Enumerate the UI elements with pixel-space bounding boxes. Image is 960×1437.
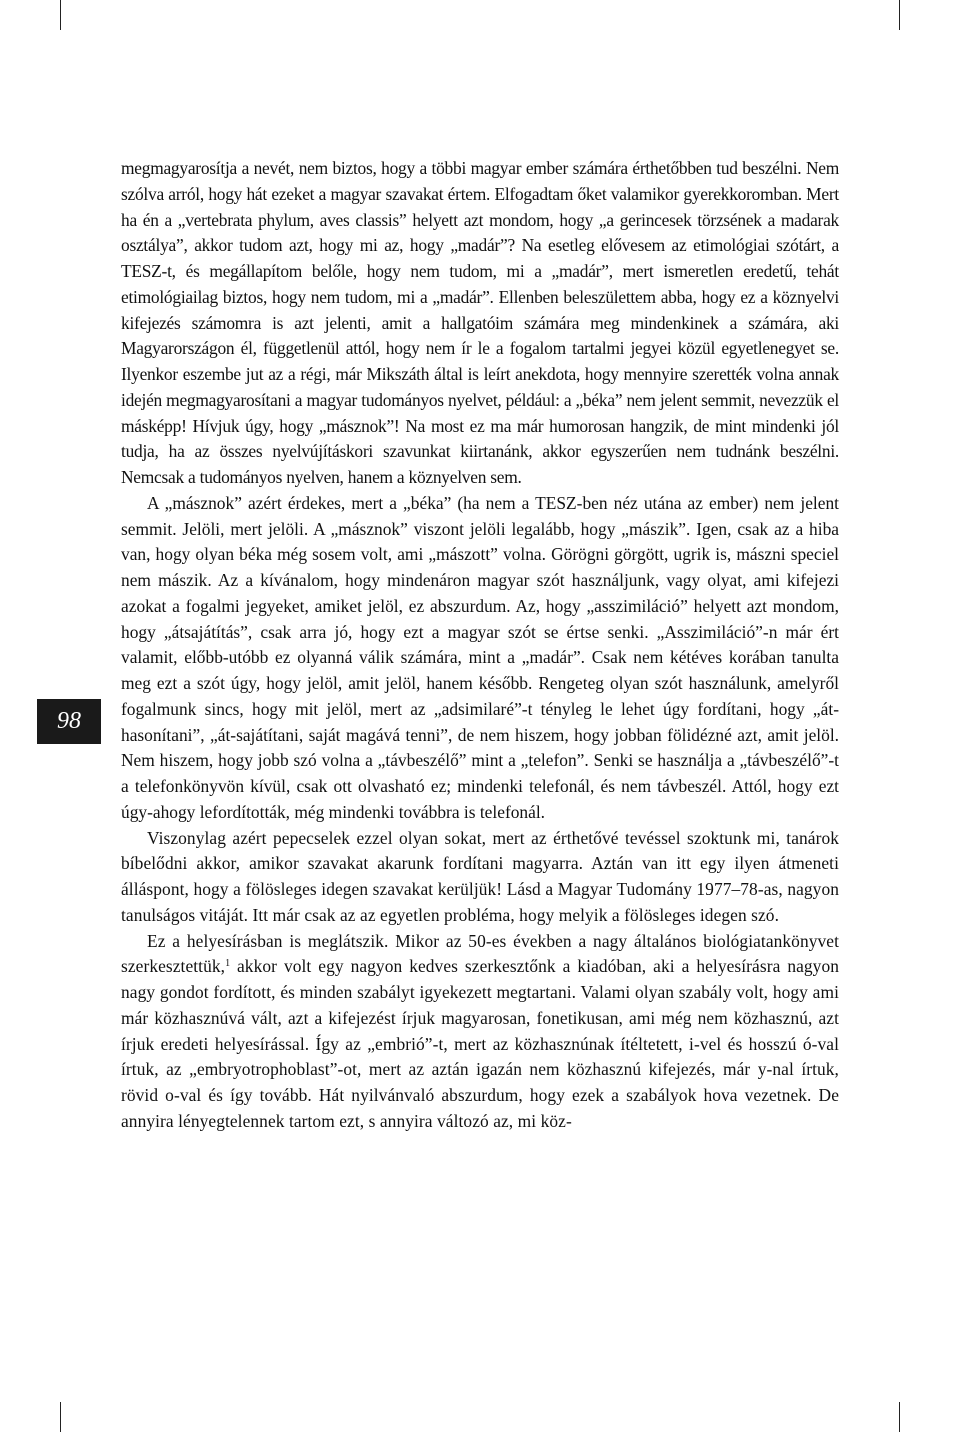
crop-mark-top-right	[899, 0, 900, 30]
body-text	[121, 156, 839, 1135]
crop-mark-bottom-right	[899, 1402, 900, 1432]
crop-mark-top-left	[60, 0, 61, 30]
paragraph-3-text: Viszonylag azért pepecselek ezzel olyan sokat, mert az érthetővé tevéssel szoktunk mi, tanárok bíbelődni akkor, amikor szavakat akarunk fordítani magyarra. Aztán van itt egy ilyen átmeneti álláspont, hogy a fölösleges idegen szavakat kerüljük! Lásd a Magyar Tudomány 1977–78-as, nagyon tanulságos vitáját. Itt már csak az az egyetlen probléma, hogy melyik a fölösleges idegen szó.	[121, 827, 839, 925]
page-number	[37, 699, 101, 744]
footnote-reference: 1	[225, 958, 231, 970]
crop-mark-bottom-left	[60, 1402, 61, 1432]
paragraph-2-text: A „másznok” azért érdekes, mert a „béka” (ha nem a TESZ-ben néz utána az ember) nem jelent semmit. Jelöli, mert jelöli. A „másznok” viszont jelöli legalább, hogy „mászik”. Igen, csak az a hiba van, hogy olyan béka még sosem volt, ami „mászott” volna. Görögni görgött, ugrik is, mászni speciel nem mászik. Az a kívánalom, hogy mindenáron magyar szót használjunk, vagy olyat, ami kifejezi azokat a fogalmi jegyeket, amiket jelöl, ez abszurdum. Az, hogy „asszimiláció” helyett azt mondom, hogy „átsajátítás”, csak arra jó, hogy ezt a magyar szót se értse senki. „Asszimiláció”-n már ért valamit, előbb-utóbb ez olyanná válik számára, mint a „madár”. Csak nem kétéves korában tanulta meg ezt a szót úgy, hogy jelöl, amit jelöl, hanem később. Rengeteg olyan szót használunk, amelyről fogalmunk sincs, hogy mit jelöl, mert az „adsimilaré”-t tényleg le lehet úgy fordítani, hogy „át-hasonítani”, „át-sajátítani, saját magává tenni”, de nem hiszem, hogy jobban fölidézné azt, amit jelöl. Nem hiszem, hogy jobb szó volna a „távbeszélő” mint a „telefon”. Senki se használja a „távbeszélő”-t a telefonkönyvön kívül, csak ott olvasható ez; mindenki telefonál, és nem távbeszél. Attól, hogy ezt úgy-ahogy lefordították, még mindenki továbbra is telefonál.	[121, 492, 839, 822]
paragraph-4-text-before-note: Ez a helyesírásban is meglátszik. Mikor az 50-es években a nagy általános biológiatankönyvet szerkesztettük,	[121, 930, 839, 977]
paragraph-1-text: megmagyarosítja a nevét, nem biztos, hogy a többi magyar ember számára érthetőbben tud beszélni. Nem szólva arról, hogy hát ezeket a magyar szavakat értem. Elfogadtam őket valamikor gyerekkoromban. Mert ha én a „vertebrata phylum, aves classis” helyett azt mondom, hogy „a gerincesek törzsének a madarak osztálya”, akkor tudom azt, hogy mi az, hogy „madár”? Na esetleg elővesem az etimológiai szótárt, a TESZ-t, és megállapítom belőle, hogy nem tudom, mi a „madár”, mert ismeretlen eredetű, tehát etimológiailag biztos, hogy nem tudom, mi a „madár”. Ellenben beleszülettem abba, hogy ez a köznyelvi kifejezés számomra is azt jelenti, amit a hallgatóim számára meg mindenkinek a számára, aki Magyarországon él, függetlenül attól, hogy nem ír le a fogalom tartalmi jegyei közül egyetlenegyet se. Ilyenkor eszembe jut az a régi, már Mikszáth által is leírt anekdota, hogy mennyire szerették volna annak idején megmagyarosítani a magyar tudományos nyelvet, például: a „béka” nem jelent semmit, nevezzük el másképp! Hívjuk úgy, hogy „másznok”! Na most ez ma már humorosan hangzik, de mint mindenki jól tudja, ha az összes nyelvújításkori szavunkat kiirtanánk, akkor egyszerűen nem tudnánk beszélni. Nemcsak a tudományos nyelven, hanem a köznyelven sem.	[121, 158, 839, 487]
paragraph-2	[121, 491, 839, 826]
page-number-label: 98	[57, 708, 81, 734]
paragraph-1	[121, 156, 839, 491]
paragraph-4	[121, 929, 839, 1135]
paragraph-3	[121, 826, 839, 929]
paragraph-4-text-after-note: akkor volt egy nagyon kedves szerkesztőnk a kiadóban, aki a helyesírásra nagyon nagy gondot fordított, és minden szabályt igyekezett megtartani. Valami olyan szabály volt, hogy ami már közhasznúvá vált, azt a kifejezést írjuk magyarosan, fonetikusan, ami még nem közhasznú, azt írjuk eredeti helyesírással. Így az „embrió”-t, mert az közhasznúnak ítéltetett, i-vel és hosszú ó-val írtuk, az „embryotrophoblast”-ot, mert az aztán igazán nem közhasznú kifejezés, már y-nal írtuk, rövid o-val és így tovább. Hát nyilvánvaló abszurdum, hogy ezek a szabályok hova vezetnek. De annyira lényegtelennek tartom ezt, s annyira változó az, mi köz-	[121, 956, 839, 1131]
